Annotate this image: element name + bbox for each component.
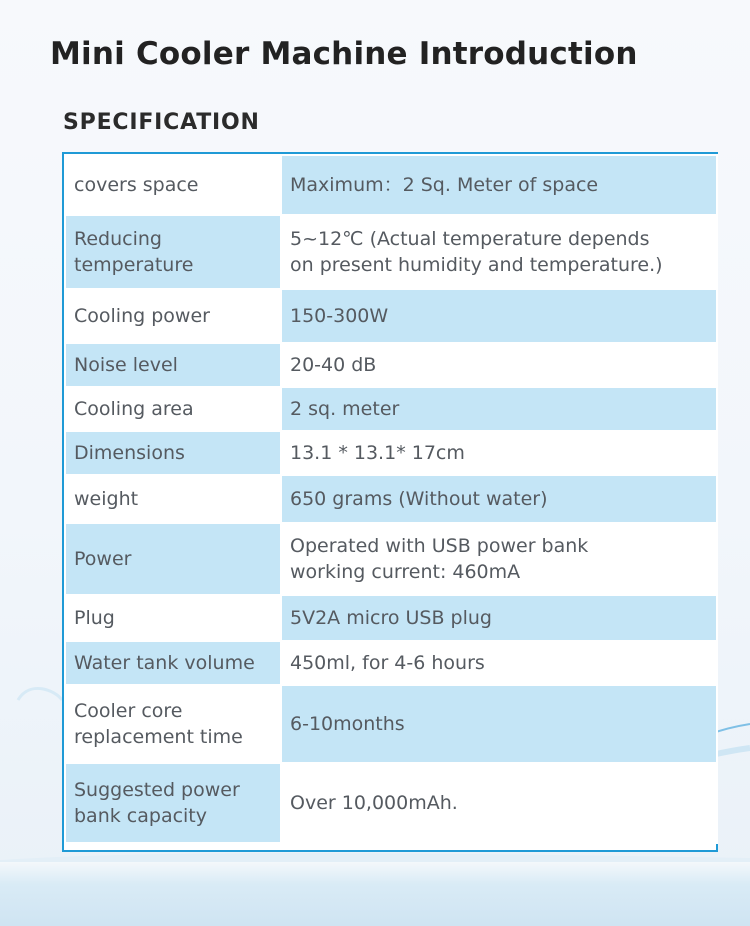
spec-value: [281, 763, 717, 843]
spec-value-text: on present humidity and temperature.): [290, 254, 663, 276]
spec-value-text: working current: 460mA: [290, 561, 521, 583]
spec-label: [65, 641, 281, 685]
spec-value-text: Over 10,000mAh.: [290, 792, 458, 814]
spec-label-text: Power: [74, 548, 132, 570]
spec-value: [281, 685, 717, 763]
spec-value: [281, 523, 717, 595]
spec-value-text: Maximum：2 Sq. Meter of space: [290, 174, 599, 196]
spec-label-text: Reducing: [74, 228, 162, 250]
spec-label: [65, 431, 281, 475]
spec-label-text: Plug: [74, 607, 115, 629]
spec-label-text: Suggested power: [74, 779, 240, 801]
table-row: [65, 685, 717, 763]
section-heading: SPECIFICATION: [63, 110, 260, 135]
spec-label-text: Cooling power: [74, 305, 210, 327]
spec-value-text: Operated with USB power bank: [290, 535, 589, 557]
table-row: [65, 289, 717, 343]
spec-label-text: replacement time: [74, 726, 243, 748]
spec-label-text: covers space: [74, 174, 199, 196]
spec-value: [281, 387, 717, 431]
spec-value: [281, 343, 717, 387]
spec-value-text: 450ml, for 4-6 hours: [290, 652, 485, 674]
table-row: [65, 475, 717, 523]
spec-value-text: 150-300W: [290, 305, 389, 327]
table-row: [65, 523, 717, 595]
spec-value: [281, 595, 717, 641]
table-row: [65, 343, 717, 387]
spec-label-text: Cooler core: [74, 700, 183, 722]
spec-label: [65, 475, 281, 523]
spec-label-text: temperature: [74, 254, 194, 276]
spec-value-text: 650 grams (Without water): [290, 488, 548, 510]
specification-table: [64, 154, 718, 844]
spec-value: [281, 431, 717, 475]
spec-value-text: 5V2A micro USB plug: [290, 607, 492, 629]
spec-label: [65, 343, 281, 387]
spec-value: [281, 475, 717, 523]
spec-value: [281, 215, 717, 289]
spec-label: [65, 685, 281, 763]
spec-value: [281, 641, 717, 685]
spec-label-text: Dimensions: [74, 442, 185, 464]
spec-label-text: bank capacity: [74, 805, 207, 827]
spec-label: [65, 289, 281, 343]
spec-value-text: 13.1 * 13.1* 17cm: [290, 442, 465, 464]
spec-label: [65, 387, 281, 431]
spec-label: [65, 595, 281, 641]
spec-label-text: Cooling area: [74, 398, 194, 420]
spec-label-text: weight: [74, 488, 139, 510]
specification-table-frame: [62, 152, 718, 852]
page-title: Mini Cooler Machine Introduction: [50, 36, 638, 72]
spec-value-text: 2 sq. meter: [290, 398, 400, 420]
table-row: [65, 763, 717, 843]
spec-value-text: 20-40 dB: [290, 354, 377, 376]
spec-value: [281, 289, 717, 343]
table-row: [65, 215, 717, 289]
spec-label-text: Noise level: [74, 354, 178, 376]
spec-value-text: 6-10months: [290, 713, 405, 735]
spec-label-text: Water tank volume: [74, 652, 255, 674]
table-row: [65, 641, 717, 685]
spec-label: [65, 215, 281, 289]
table-row: [65, 387, 717, 431]
spec-value-text: 5~12℃ (Actual temperature depends: [290, 228, 650, 250]
footer-band: [0, 862, 750, 926]
spec-label: [65, 523, 281, 595]
table-row: [65, 431, 717, 475]
spec-label: [65, 155, 281, 215]
spec-label: [65, 763, 281, 843]
table-row: [65, 595, 717, 641]
table-row: [65, 155, 717, 215]
spec-value: [281, 155, 717, 215]
